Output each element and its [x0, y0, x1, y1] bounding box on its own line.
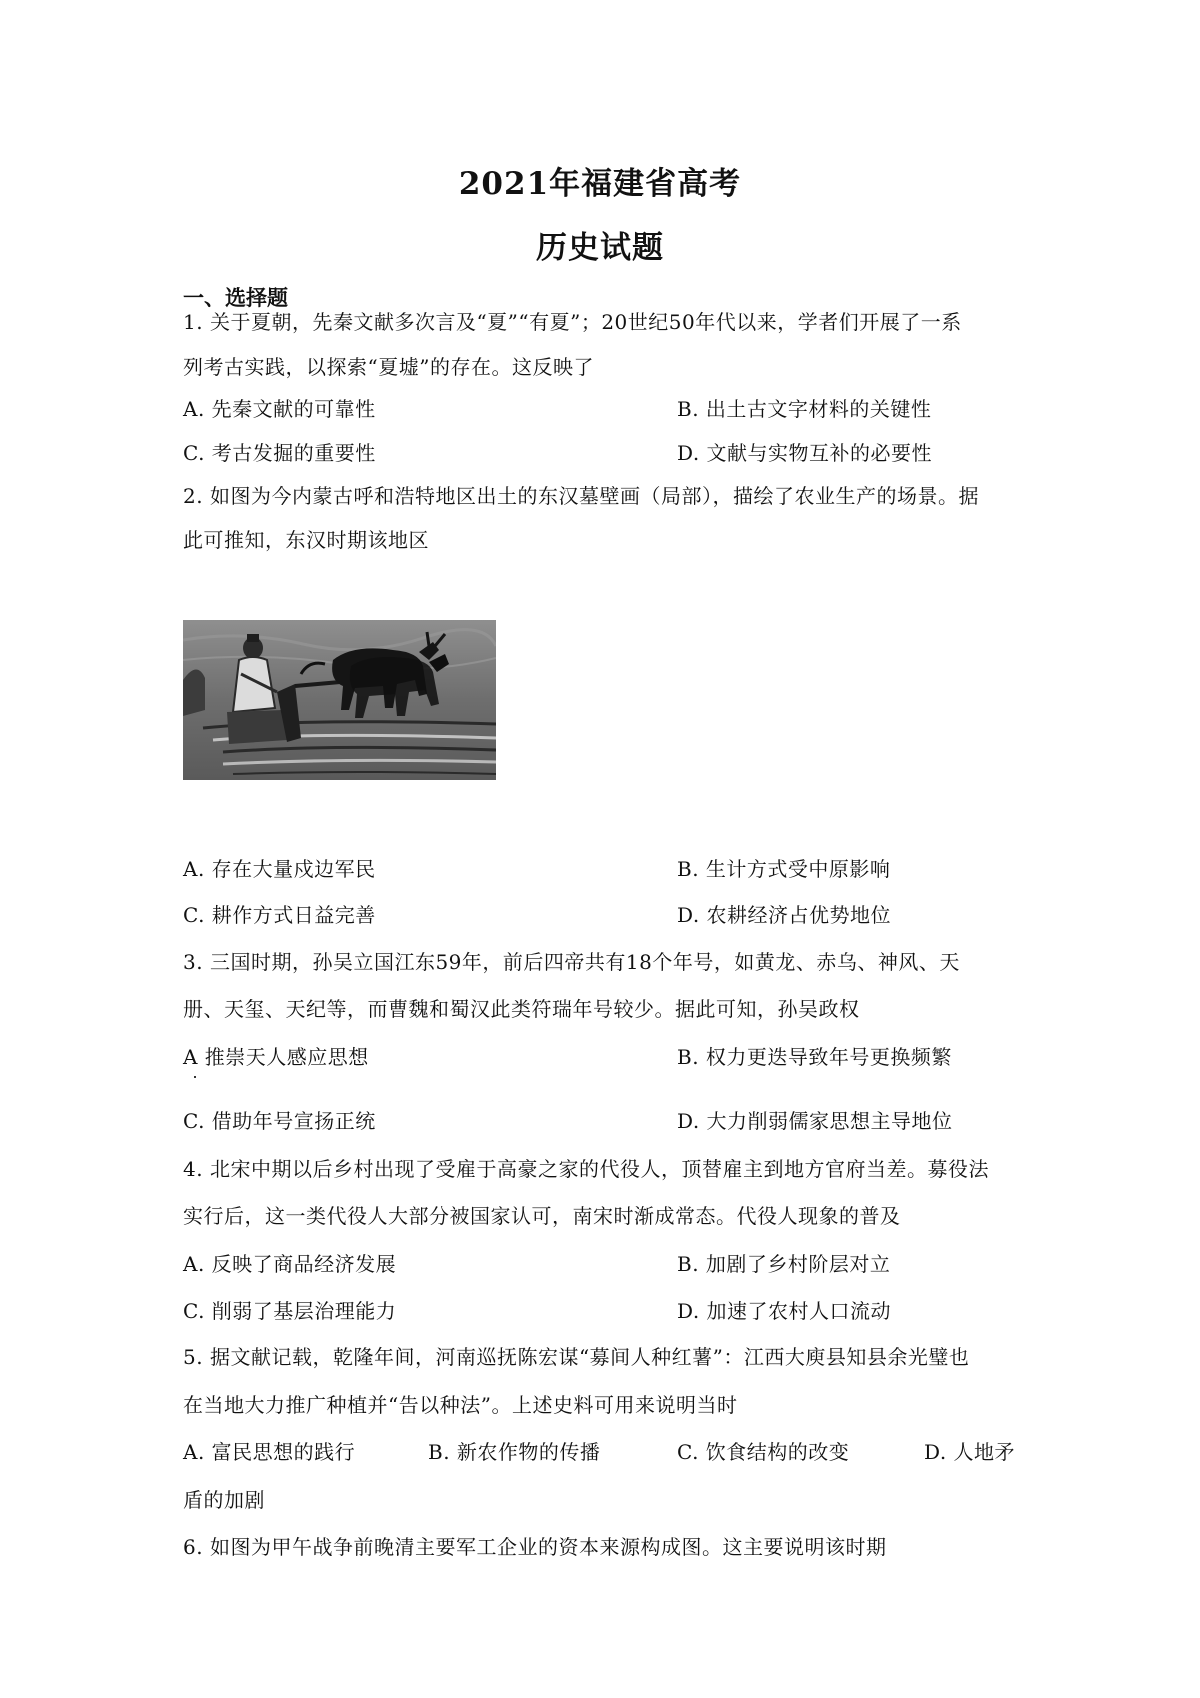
question-3-option-c: C. 借助年号宣扬正统: [183, 1109, 376, 1133]
question-4-stem-line-2: 实行后，这一类代役人大部分被国家认可，南宋时渐成常态。代役人现象的普及: [183, 1204, 901, 1228]
question-3-option-a: A 推崇天人感应思想: [183, 1045, 369, 1069]
question-2-option-c: C. 耕作方式日益完善: [183, 903, 376, 927]
page-title: 2021年福建省高考: [458, 166, 742, 202]
question-1-option-b: B. 出土古文字材料的关键性: [677, 397, 932, 421]
question-2-option-b: B. 生计方式受中原影响: [677, 857, 891, 881]
question-2-stem-line-2: 此可推知，东汉时期该地区: [183, 528, 429, 552]
question-5-option-d: D. 人地矛: [924, 1440, 1016, 1464]
question-5-option-d-continued: 盾的加剧: [183, 1488, 265, 1512]
scan-speck: [194, 1076, 196, 1078]
mural-image: [183, 620, 496, 780]
question-4-option-b: B. 加剧了乡村阶层对立: [677, 1252, 891, 1276]
question-5-stem-line-2: 在当地大力推广种植并“告以种法”。上述史料可用来说明当时: [183, 1393, 738, 1417]
question-4-option-a: A. 反映了商品经济发展: [183, 1252, 397, 1276]
question-5-option-b: B. 新农作物的传播: [428, 1440, 601, 1464]
question-1-option-a: A. 先秦文献的可靠性: [183, 397, 376, 421]
question-1-option-c: C. 考古发掘的重要性: [183, 441, 376, 465]
question-2-stem-line-1: 2. 如图为今内蒙古呼和浩特地区出土的东汉墓壁画（局部），描绘了农业生产的场景。据: [183, 484, 979, 508]
question-3-option-d: D. 大力削弱儒家思想主导地位: [677, 1109, 953, 1133]
question-6-stem-line-1: 6. 如图为甲午战争前晚清主要军工企业的资本来源构成图。这主要说明该时期: [183, 1535, 887, 1559]
question-3-stem-line-1: 3. 三国时期，孙吴立国江东59年，前后四帝共有18个年号，如黄龙、赤乌、神风、天: [183, 950, 960, 974]
question-5-option-c: C. 饮食结构的改变: [677, 1440, 850, 1464]
question-1-option-d: D. 文献与实物互补的必要性: [677, 441, 933, 465]
question-1-stem-line-2: 列考古实践，以探索“夏墟”的存在。这反映了: [183, 355, 594, 379]
question-5-option-a: A. 富民思想的践行: [183, 1440, 356, 1464]
page-subtitle: 历史试题: [536, 230, 664, 266]
question-5-stem-line-1: 5. 据文献记载，乾隆年间，河南巡抚陈宏谋“募间人种红薯”：江西大庾县知县余光璧也: [183, 1345, 970, 1369]
question-3-stem-line-2: 册、天玺、天纪等，而曹魏和蜀汉此类符瑞年号较少。据此可知，孙吴政权: [183, 997, 860, 1021]
question-1-stem-line-1: 1. 关于夏朝，先秦文献多次言及“夏”“有夏”；20世纪50年代以来，学者们开展了一系: [183, 310, 962, 334]
mural-illustration: [183, 620, 496, 780]
question-2-option-d: D. 农耕经济占优势地位: [677, 903, 892, 927]
question-4-stem-line-1: 4. 北宋中期以后乡村出现了受雇于高豪之家的代役人，顶替雇主到地方官府当差。募役法: [183, 1157, 989, 1181]
question-3-option-b: B. 权力更迭导致年号更换频繁: [677, 1045, 952, 1069]
question-4-option-c: C. 削弱了基层治理能力: [183, 1299, 397, 1323]
section-heading: 一、选择题: [183, 285, 288, 310]
question-2-option-a: A. 存在大量戍边军民: [183, 857, 376, 881]
question-4-option-d: D. 加速了农村人口流动: [677, 1299, 892, 1323]
